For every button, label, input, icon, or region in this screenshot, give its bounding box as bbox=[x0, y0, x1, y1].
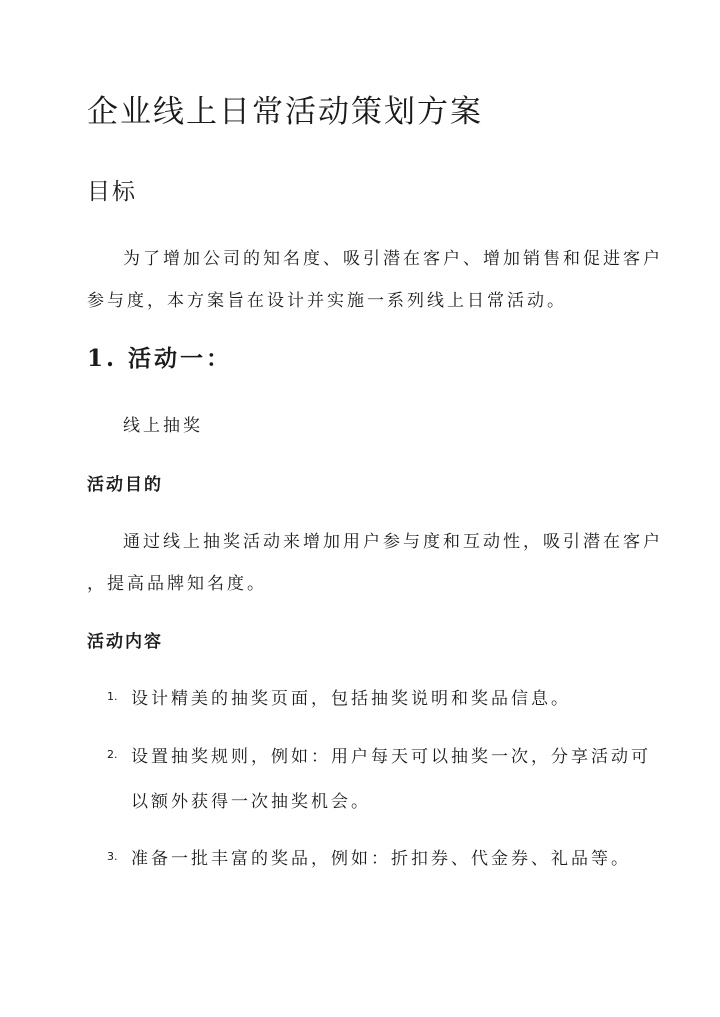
activity-1-heading: 1. 活动一： bbox=[87, 345, 233, 372]
goal-paragraph-line-2: 参与度，本方案旨在设计并实施一系列线上日常活动。 bbox=[87, 291, 567, 311]
goal-paragraph-line-1: 为了增加公司的知名度、吸引潜在客户、增加销售和促进客户 bbox=[123, 249, 663, 269]
list-item-2-number: 2. bbox=[107, 748, 118, 761]
list-item-1-number: 1. bbox=[107, 690, 118, 703]
list-item-2-text-line-2: 以额外获得一次抽奖机会。 bbox=[131, 792, 371, 812]
list-item-3-text: 准备一批丰富的奖品，例如：折扣券、代金券、礼品等。 bbox=[131, 849, 631, 869]
list-item-2-text-line-1: 设置抽奖规则，例如：用户每天可以抽奖一次，分享活动可 bbox=[131, 747, 651, 767]
goal-heading: 目标 bbox=[87, 179, 137, 205]
activity-purpose-heading: 活动目的 bbox=[87, 475, 163, 495]
document-title: 企业线上日常活动策划方案 bbox=[87, 94, 483, 130]
list-item-1-text: 设计精美的抽奖页面，包括抽奖说明和奖品信息。 bbox=[131, 689, 571, 709]
list-item-3-number: 3. bbox=[107, 850, 118, 863]
purpose-paragraph-line-2: ，提高品牌知名度。 bbox=[87, 574, 267, 594]
activity-content-heading: 活动内容 bbox=[87, 632, 163, 652]
purpose-paragraph-line-1: 通过线上抽奖活动来增加用户参与度和互动性，吸引潜在客户 bbox=[123, 532, 663, 552]
activity-1-name: 线上抽奖 bbox=[123, 416, 203, 436]
